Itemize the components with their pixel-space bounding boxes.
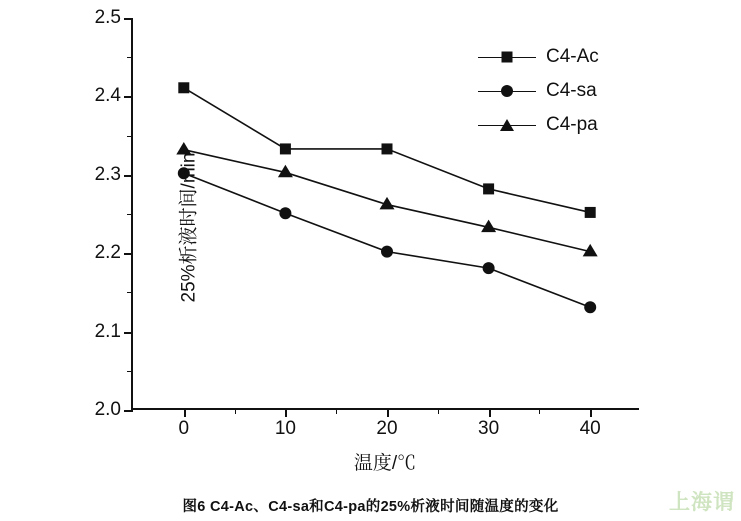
y-tick-2.4 — [124, 96, 133, 98]
figure-caption: 图6 C4-Ac、C4-sa和C4-pa的25%析液时间随温度的变化 — [182, 499, 559, 515]
legend-marker-circle — [478, 82, 536, 100]
y-tick-label-3: 2.3 — [94, 163, 121, 185]
data-point-C4-sa-40 — [584, 301, 596, 313]
data-point-C4-Ac-30 — [483, 183, 494, 194]
legend-item-c4-sa — [478, 74, 668, 108]
y-tick-label-4: 2.4 — [94, 85, 121, 107]
series-line-C4-sa — [184, 173, 590, 307]
legend-marker-triangle — [478, 116, 536, 134]
y-tick-2.0 — [124, 410, 133, 412]
y-tick-label-0: 2.0 — [94, 399, 121, 420]
legend-label-2: C4-pa — [546, 114, 598, 135]
x-tick-label-0: 0 — [178, 418, 190, 439]
legend-item-c4-pa — [478, 108, 668, 142]
y-tick-label-5: 2.5 — [94, 7, 121, 28]
x-tick-label-4: 40 — [579, 418, 601, 439]
data-point-C4-sa-20 — [381, 246, 393, 258]
y-axis-title: 25%析液时间/min — [178, 152, 200, 303]
x-axis-title: 温度/℃ — [353, 453, 417, 474]
data-point-C4-Ac-40 — [585, 207, 596, 218]
data-point-C4-Ac-10 — [280, 143, 291, 154]
y-tick-2.1 — [124, 332, 133, 334]
y-tick-label-2: 2.2 — [94, 242, 121, 264]
y-tick-2.5 — [124, 18, 133, 20]
x-tick-label-2: 20 — [376, 418, 398, 439]
data-point-C4-sa-10 — [279, 207, 291, 219]
legend-marker-square — [478, 48, 536, 66]
watermark: 上海谓 — [669, 491, 735, 514]
data-point-C4-Ac-20 — [382, 143, 393, 154]
legend-item-c4-ac — [478, 40, 668, 74]
y-tick-2.2 — [124, 253, 133, 255]
legend — [478, 40, 668, 142]
data-point-C4-sa-30 — [483, 262, 495, 274]
x-tick-label-1: 10 — [274, 418, 296, 439]
x-tick-label-3: 30 — [478, 418, 500, 439]
legend-label-0: C4-Ac — [546, 46, 599, 67]
y-tick-label-1: 2.1 — [94, 320, 121, 342]
legend-label-1: C4-sa — [546, 80, 597, 101]
axes — [94, 7, 639, 439]
y-tick-2.3 — [124, 175, 133, 177]
